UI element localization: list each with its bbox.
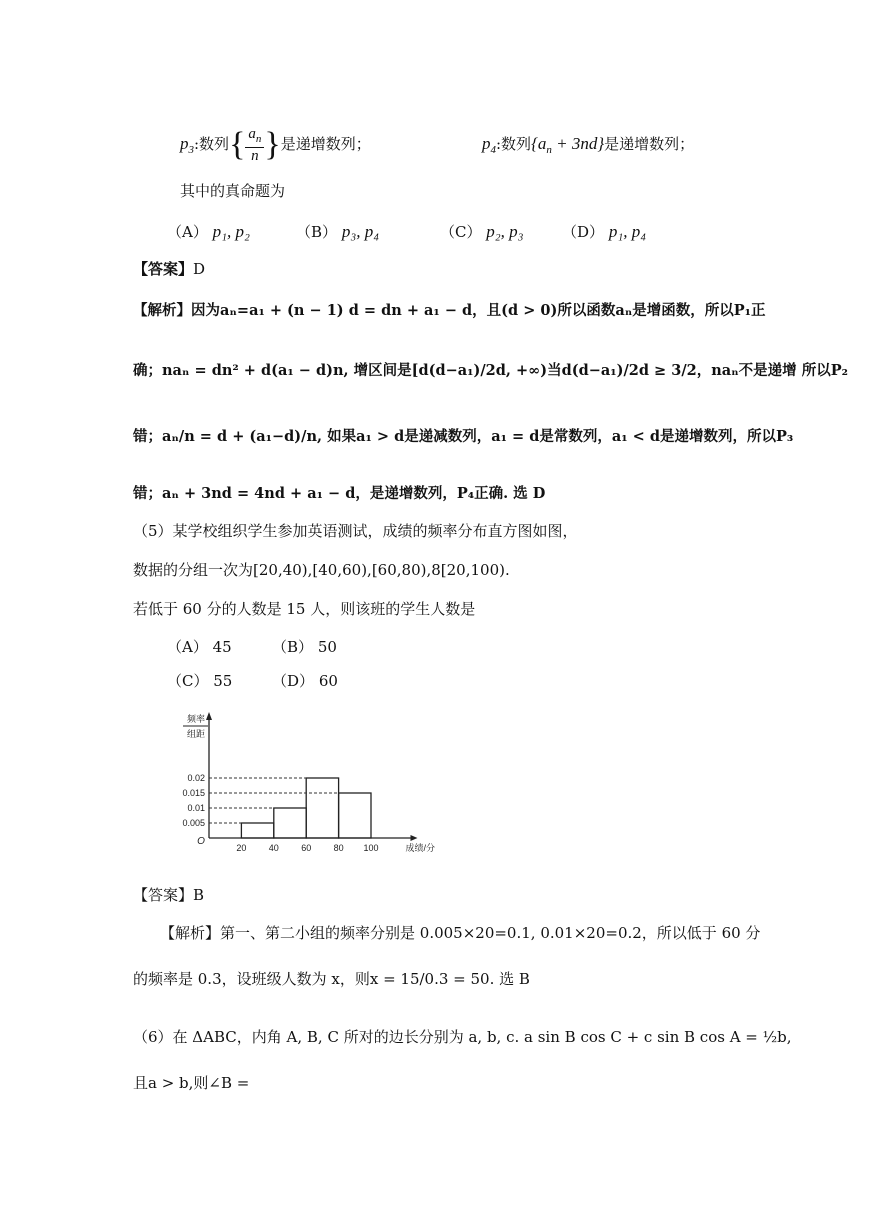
proposition-p3: $p_3$:数列{ $\frac{a_n}{n}$ }是递增数列；: [180, 126, 371, 164]
x-tick-label: 20: [236, 843, 247, 853]
y-axis-arrow: [206, 712, 212, 720]
q5-analysis-line-2: 的频率是 0.3，设班级人数为 x，则x = 15/0.3 = 50. 选 B: [133, 970, 530, 988]
q4-option-d: （D） p₁, p₄: [562, 222, 647, 241]
proposition-p4: $p_4$:数列$\{a_n + 3nd\}$是递增数列；: [482, 134, 695, 156]
q5-option-a: （A） 45: [167, 638, 232, 656]
histogram-bar: [274, 808, 306, 838]
histogram-labels: [182, 713, 435, 853]
x-tick-label: 80: [333, 843, 344, 853]
q4-analysis-line-4: 错；aₙ + 3nd = 4nd + a₁ − d，是递增数列，P₄正确. 选 D: [133, 485, 546, 502]
q6-stem-1: （6）在 ΔABC，内角 A, B, C 所对的边长分别为 a, b, c. a sin B cos C + c sin B cos A = ½b,: [133, 1028, 792, 1046]
q4-prompt: 其中的真命题为: [180, 182, 286, 200]
q5-option-c: （C） 55: [167, 672, 233, 690]
q5-option-d: （D） 60: [272, 672, 338, 690]
histogram-bar: [241, 823, 273, 838]
x-tick-label: 40: [268, 843, 279, 853]
origin-label: O: [197, 836, 205, 847]
q5-stem-2: 数据的分组一次为[20,40),[40,60),[60,80),8[20,100).: [133, 561, 510, 579]
y-tick-label: 0.005: [182, 818, 205, 828]
y-tick-label: 0.02: [187, 773, 205, 783]
q6-stem-2: 且a > b,则∠B =: [133, 1074, 250, 1092]
histogram-axes: [206, 712, 418, 841]
histogram-bar: [306, 778, 338, 838]
x-axis-arrow: [411, 835, 418, 841]
q5-analysis-line-1: 【解析】第一、第二小组的频率分别是 0.005×20=0.1, 0.01×20=0.2，所以低于 60 分: [160, 924, 761, 942]
y-axis-label-bottom: 组距: [186, 729, 206, 739]
q5-answer: 【答案】B: [133, 886, 205, 904]
q4-option-a: （A） p₁, p₂: [167, 222, 250, 241]
q4-analysis-line-3: 错；aₙ/n = d + (a₁−d)/n, 如果a₁ > d是递减数列，a₁ = d是常数列，a₁ < d是递增数列，所以P₃: [133, 428, 794, 445]
left-brace: {: [229, 126, 246, 163]
q4-analysis-line-2: 确；naₙ = dn² + d(a₁ − d)n, 增区间是[d(d−a₁)/2d, +∞)当d(d−a₁)/2d ≥ 3/2，naₙ不是递增 所以P₂: [133, 362, 848, 379]
q4-option-b: （B） p₃, p₄: [296, 222, 380, 241]
q4-analysis-line-1: 【解析】因为aₙ=a₁ + (n − 1) d = dn + a₁ − d，且(d > 0)所以函数aₙ是增函数，所以P₁正: [133, 302, 766, 319]
q5-option-b: （B） 50: [272, 638, 337, 656]
q5-stem-3: 若低于 60 分的人数是 15 人，则该班的学生人数是: [133, 600, 476, 618]
q4-answer: 【答案】D: [133, 260, 206, 278]
x-tick-label: 100: [363, 843, 379, 853]
frequency-histogram: [175, 710, 435, 860]
q4-option-c: （C） p₂, p₃: [440, 222, 524, 241]
q5-stem-1: （5）某学校组织学生参加英语测试，成绩的频率分布直方图如图，: [133, 522, 578, 540]
y-tick-label: 0.015: [182, 788, 205, 798]
y-tick-label: 0.01: [187, 803, 205, 813]
x-tick-label: 60: [301, 843, 312, 853]
y-axis-label-top: 频率: [186, 714, 206, 724]
x-axis-label: 成绩/分: [405, 843, 435, 853]
right-brace: }: [264, 126, 281, 163]
fraction-an-over-n: $\frac{a_n}{n}$: [245, 126, 264, 164]
histogram-bars: [209, 778, 371, 838]
histogram-bar: [339, 793, 371, 838]
